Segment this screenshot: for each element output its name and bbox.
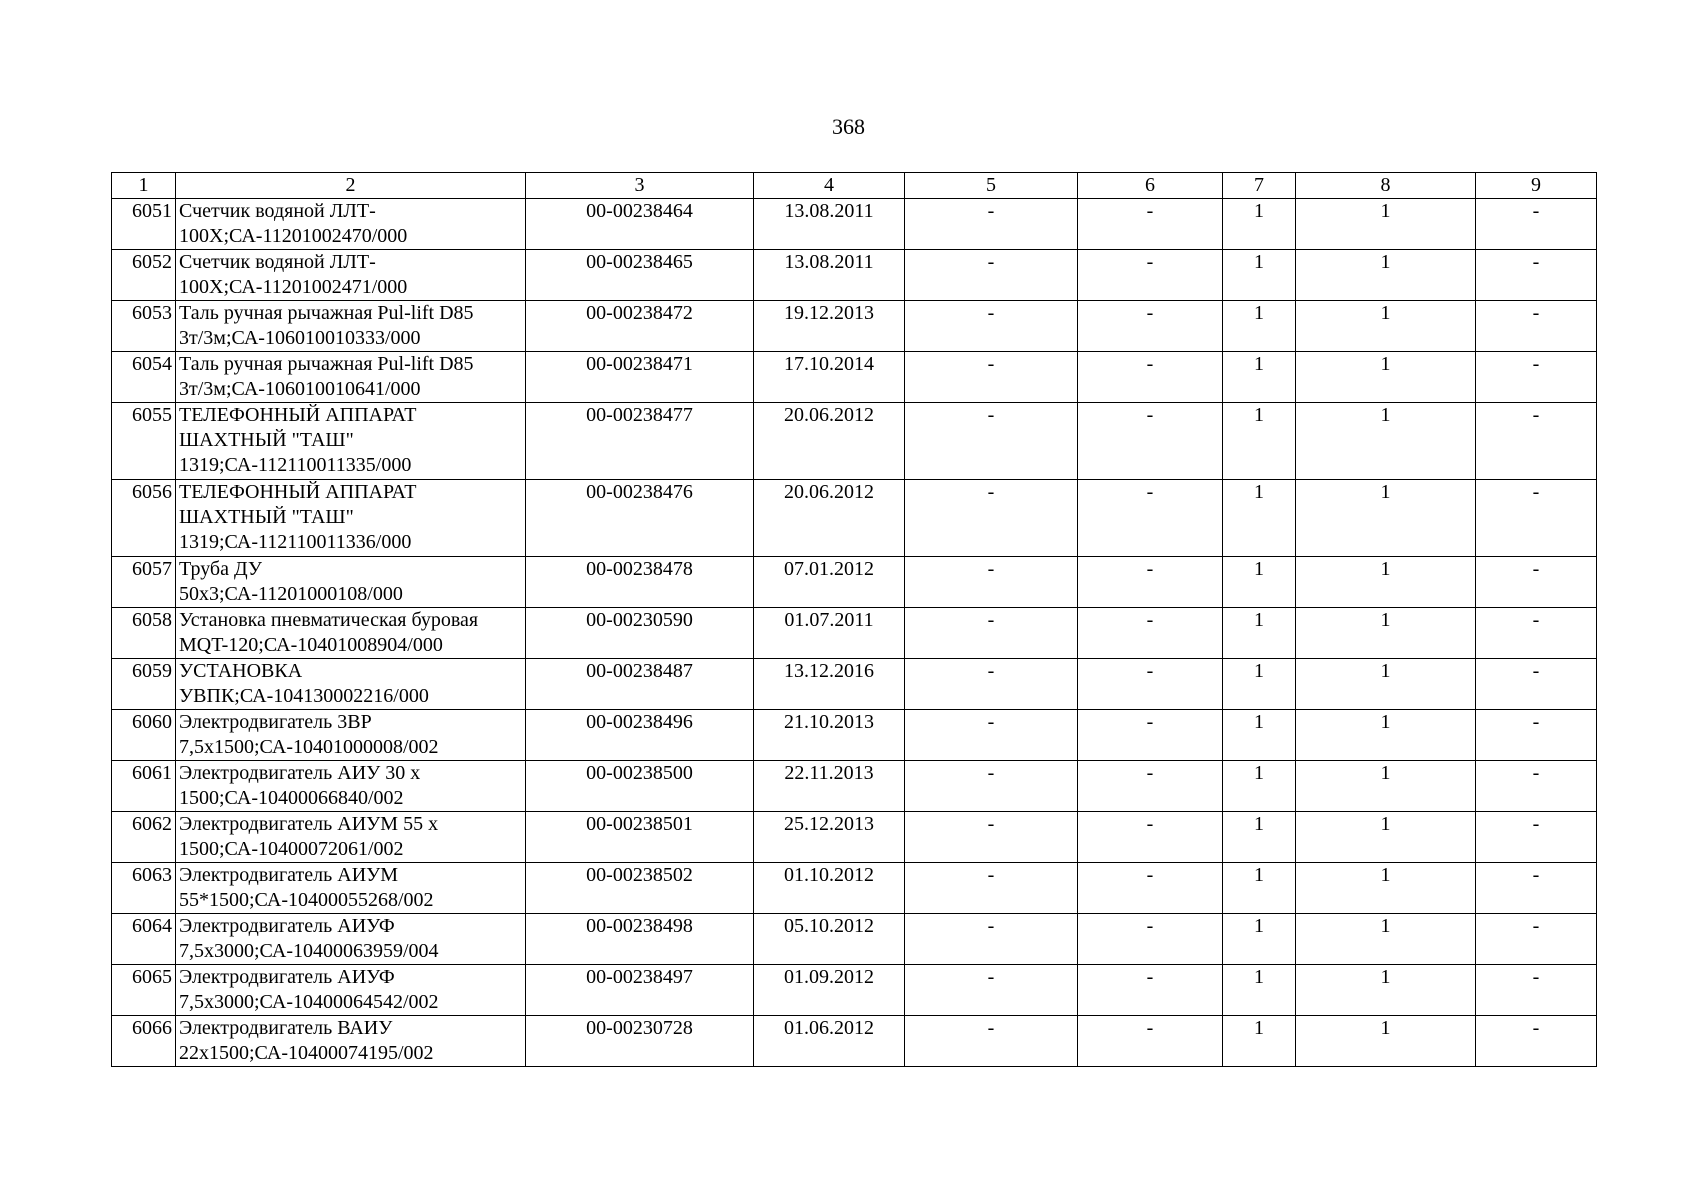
column-header-6: 6 (1078, 173, 1223, 199)
cell-item-name: УСТАНОВКА УВПК;СА-104130002216/000 (176, 659, 526, 710)
table-row (112, 199, 1597, 250)
column-header-2: 2 (176, 173, 526, 199)
cell-col-5: - (905, 608, 1078, 659)
cell-inventory-number: 00-00238477 (526, 403, 754, 480)
cell-col-8: 1 (1296, 812, 1476, 863)
cell-date: 01.10.2012 (754, 863, 905, 914)
cell-date: 22.11.2013 (754, 761, 905, 812)
column-header-5: 5 (905, 173, 1078, 199)
cell-col-6: - (1078, 557, 1223, 608)
column-header-7: 7 (1223, 173, 1296, 199)
table-row (112, 480, 1597, 557)
cell-col-7: 1 (1223, 812, 1296, 863)
cell-col-8: 1 (1296, 199, 1476, 250)
cell-col-6: - (1078, 301, 1223, 352)
cell-date: 01.06.2012 (754, 1016, 905, 1067)
cell-col-6: - (1078, 659, 1223, 710)
cell-row-number: 6057 (112, 557, 176, 608)
table-row (112, 1016, 1597, 1067)
cell-date: 17.10.2014 (754, 352, 905, 403)
cell-col-8: 1 (1296, 403, 1476, 480)
cell-col-5: - (905, 710, 1078, 761)
cell-date: 07.01.2012 (754, 557, 905, 608)
cell-col-9: - (1476, 199, 1597, 250)
cell-col-6: - (1078, 480, 1223, 557)
cell-item-name: Электродвигатель 3ВР 7,5х1500;СА-10401000008/002 (176, 710, 526, 761)
cell-item-name: Электродвигатель АИУФ 7,5х3000;СА-10400063959/004 (176, 914, 526, 965)
column-header-9: 9 (1476, 173, 1597, 199)
cell-col-5: - (905, 403, 1078, 480)
cell-col-5: - (905, 557, 1078, 608)
cell-col-7: 1 (1223, 710, 1296, 761)
cell-date: 01.07.2011 (754, 608, 905, 659)
cell-inventory-number: 00-00238487 (526, 659, 754, 710)
cell-col-8: 1 (1296, 761, 1476, 812)
cell-date: 20.06.2012 (754, 403, 905, 480)
cell-col-8: 1 (1296, 965, 1476, 1016)
cell-item-name: Установка пневматическая буровая MQT-120;СА-10401008904/000 (176, 608, 526, 659)
cell-col-5: - (905, 301, 1078, 352)
cell-col-7: 1 (1223, 557, 1296, 608)
cell-inventory-number: 00-00238500 (526, 761, 754, 812)
cell-row-number: 6054 (112, 352, 176, 403)
cell-col-6: - (1078, 250, 1223, 301)
cell-inventory-number: 00-00238478 (526, 557, 754, 608)
cell-col-5: - (905, 250, 1078, 301)
cell-date: 25.12.2013 (754, 812, 905, 863)
cell-col-9: - (1476, 352, 1597, 403)
cell-col-6: - (1078, 812, 1223, 863)
cell-inventory-number: 00-00238464 (526, 199, 754, 250)
cell-col-9: - (1476, 965, 1597, 1016)
cell-col-6: - (1078, 914, 1223, 965)
cell-col-9: - (1476, 403, 1597, 480)
cell-row-number: 6060 (112, 710, 176, 761)
cell-inventory-number: 00-00238497 (526, 965, 754, 1016)
table-row (112, 914, 1597, 965)
cell-col-5: - (905, 863, 1078, 914)
cell-row-number: 6062 (112, 812, 176, 863)
cell-col-9: - (1476, 914, 1597, 965)
cell-inventory-number: 00-00238502 (526, 863, 754, 914)
cell-col-5: - (905, 812, 1078, 863)
cell-item-name: Таль ручная рычажная Pul-lift D85 3т/3м;СА-106010010333/000 (176, 301, 526, 352)
cell-col-8: 1 (1296, 914, 1476, 965)
cell-inventory-number: 00-00238498 (526, 914, 754, 965)
cell-row-number: 6056 (112, 480, 176, 557)
cell-col-6: - (1078, 199, 1223, 250)
cell-col-8: 1 (1296, 557, 1476, 608)
cell-inventory-number: 00-00238496 (526, 710, 754, 761)
table-row (112, 250, 1597, 301)
cell-item-name: Электродвигатель ВАИУ 22х1500;СА-10400074195/002 (176, 1016, 526, 1067)
cell-item-name: Труба ДУ 50х3;СА-11201000108/000 (176, 557, 526, 608)
cell-col-6: - (1078, 352, 1223, 403)
table-header-row (112, 173, 1597, 199)
table-row (112, 403, 1597, 480)
cell-row-number: 6065 (112, 965, 176, 1016)
cell-date: 19.12.2013 (754, 301, 905, 352)
cell-col-9: - (1476, 761, 1597, 812)
cell-inventory-number: 00-00230590 (526, 608, 754, 659)
cell-row-number: 6053 (112, 301, 176, 352)
cell-date: 05.10.2012 (754, 914, 905, 965)
cell-col-7: 1 (1223, 761, 1296, 812)
cell-col-7: 1 (1223, 199, 1296, 250)
column-header-4: 4 (754, 173, 905, 199)
table-row (112, 761, 1597, 812)
cell-row-number: 6064 (112, 914, 176, 965)
cell-col-5: - (905, 761, 1078, 812)
column-header-1: 1 (112, 173, 176, 199)
cell-date: 13.08.2011 (754, 250, 905, 301)
cell-col-9: - (1476, 557, 1597, 608)
cell-col-8: 1 (1296, 608, 1476, 659)
column-header-3: 3 (526, 173, 754, 199)
cell-col-8: 1 (1296, 480, 1476, 557)
cell-inventory-number: 00-00238476 (526, 480, 754, 557)
cell-date: 01.09.2012 (754, 965, 905, 1016)
cell-col-7: 1 (1223, 403, 1296, 480)
cell-col-7: 1 (1223, 965, 1296, 1016)
table-row (112, 352, 1597, 403)
cell-inventory-number: 00-00238471 (526, 352, 754, 403)
cell-row-number: 6059 (112, 659, 176, 710)
cell-col-6: - (1078, 608, 1223, 659)
cell-col-9: - (1476, 250, 1597, 301)
cell-col-5: - (905, 199, 1078, 250)
cell-col-6: - (1078, 761, 1223, 812)
cell-col-5: - (905, 352, 1078, 403)
cell-item-name: Электродвигатель АИУФ 7,5х3000;СА-10400064542/002 (176, 965, 526, 1016)
cell-col-8: 1 (1296, 863, 1476, 914)
cell-inventory-number: 00-00230728 (526, 1016, 754, 1067)
cell-col-8: 1 (1296, 659, 1476, 710)
cell-col-9: - (1476, 480, 1597, 557)
cell-date: 13.12.2016 (754, 659, 905, 710)
table-row (112, 812, 1597, 863)
cell-col-7: 1 (1223, 250, 1296, 301)
cell-item-name: Счетчик водяной ЛЛТ- 100Х;СА-11201002470/000 (176, 199, 526, 250)
cell-col-7: 1 (1223, 914, 1296, 965)
cell-item-name: ТЕЛЕФОННЫЙ АППАРАТ ШАХТНЫЙ "ТАШ" 1319;СА-112110011336/000 (176, 480, 526, 557)
cell-item-name: Таль ручная рычажная Pul-lift D85 3т/3м;СА-106010010641/000 (176, 352, 526, 403)
cell-date: 13.08.2011 (754, 199, 905, 250)
cell-date: 20.06.2012 (754, 480, 905, 557)
cell-col-6: - (1078, 403, 1223, 480)
cell-row-number: 6061 (112, 761, 176, 812)
page-number: 368 (832, 114, 865, 139)
table-body (112, 199, 1597, 1067)
cell-col-5: - (905, 659, 1078, 710)
cell-col-9: - (1476, 1016, 1597, 1067)
cell-col-9: - (1476, 659, 1597, 710)
cell-row-number: 6063 (112, 863, 176, 914)
cell-col-5: - (905, 480, 1078, 557)
cell-row-number: 6066 (112, 1016, 176, 1067)
cell-item-name: Электродвигатель АИУМ 55 х 1500;СА-10400072061/002 (176, 812, 526, 863)
cell-item-name: Электродвигатель АИУ 30 х 1500;СА-10400066840/002 (176, 761, 526, 812)
cell-col-6: - (1078, 965, 1223, 1016)
cell-col-8: 1 (1296, 250, 1476, 301)
cell-col-8: 1 (1296, 301, 1476, 352)
cell-col-6: - (1078, 1016, 1223, 1067)
cell-col-5: - (905, 914, 1078, 965)
cell-date: 21.10.2013 (754, 710, 905, 761)
cell-col-7: 1 (1223, 352, 1296, 403)
table-row (112, 557, 1597, 608)
cell-col-6: - (1078, 863, 1223, 914)
cell-item-name: Счетчик водяной ЛЛТ- 100Х;СА-11201002471/000 (176, 250, 526, 301)
cell-inventory-number: 00-00238472 (526, 301, 754, 352)
cell-col-9: - (1476, 301, 1597, 352)
inventory-table (111, 172, 1597, 1067)
cell-col-5: - (905, 965, 1078, 1016)
column-header-8: 8 (1296, 173, 1476, 199)
table-row (112, 863, 1597, 914)
cell-row-number: 6051 (112, 199, 176, 250)
cell-inventory-number: 00-00238501 (526, 812, 754, 863)
cell-col-9: - (1476, 608, 1597, 659)
cell-row-number: 6055 (112, 403, 176, 480)
table-row (112, 710, 1597, 761)
cell-col-7: 1 (1223, 480, 1296, 557)
table-row (112, 659, 1597, 710)
cell-item-name: ТЕЛЕФОННЫЙ АППАРАТ ШАХТНЫЙ "ТАШ" 1319;СА-112110011335/000 (176, 403, 526, 480)
cell-col-7: 1 (1223, 608, 1296, 659)
cell-inventory-number: 00-00238465 (526, 250, 754, 301)
cell-col-8: 1 (1296, 1016, 1476, 1067)
cell-item-name: Электродвигатель АИУМ 55*1500;СА-10400055268/002 (176, 863, 526, 914)
cell-col-8: 1 (1296, 710, 1476, 761)
cell-col-7: 1 (1223, 301, 1296, 352)
cell-row-number: 6052 (112, 250, 176, 301)
table-row (112, 301, 1597, 352)
cell-col-9: - (1476, 710, 1597, 761)
cell-col-5: - (905, 1016, 1078, 1067)
cell-col-9: - (1476, 863, 1597, 914)
cell-col-6: - (1078, 710, 1223, 761)
cell-col-7: 1 (1223, 863, 1296, 914)
cell-col-8: 1 (1296, 352, 1476, 403)
cell-col-7: 1 (1223, 659, 1296, 710)
cell-row-number: 6058 (112, 608, 176, 659)
table-row (112, 965, 1597, 1016)
cell-col-7: 1 (1223, 1016, 1296, 1067)
table-row (112, 608, 1597, 659)
cell-col-9: - (1476, 812, 1597, 863)
